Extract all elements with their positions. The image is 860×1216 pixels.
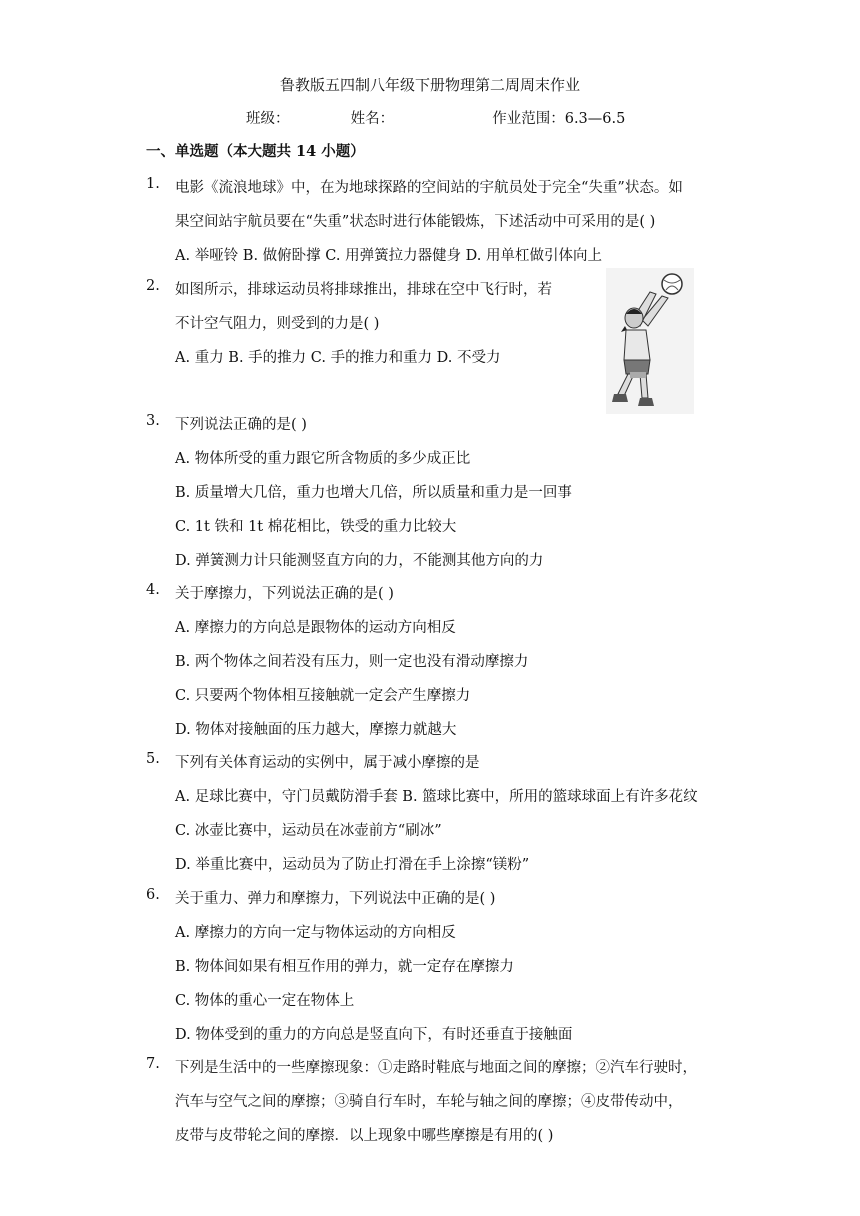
option-line: B. 两个物体之间若没有压力，则一定也没有滑动摩擦力 xyxy=(175,654,529,670)
question-text: 下列是生活中的一些摩擦现象：①走路时鞋底与地面之间的摩擦；②汽车行驶时， xyxy=(175,1060,697,1076)
class-label: 班级： xyxy=(246,111,290,127)
student-info-row xyxy=(246,107,625,128)
option-line: D. 举重比赛中，运动员为了防止打滑在手上涂擦“镁粉” xyxy=(175,857,530,873)
option-line: D. 物体对接触面的压力越大，摩擦力就越大 xyxy=(175,722,457,738)
option-line: C. 只要两个物体相互接触就一定会产生摩擦力 xyxy=(175,688,471,704)
option-line: A. 举哑铃 B. 做俯卧撑 C. 用弹簧拉力器健身 D. 用单杠做引体向上 xyxy=(175,248,603,264)
option-line: D. 弹簧测力计只能测竖直方向的力，不能测其他方向的力 xyxy=(175,553,544,569)
range-label: 作业范围：6.3—6.5 xyxy=(492,111,626,127)
page-title: 鲁教版五四制八年级下册物理第二周周末作业 xyxy=(279,76,580,94)
option-line: A. 物体所受的重力跟它所含物质的多少成正比 xyxy=(175,451,471,467)
option-line: D. 物体受到的重力的方向总是竖直向下，有时还垂直于接触面 xyxy=(175,1027,573,1043)
question-number: 2. xyxy=(146,278,160,294)
question-number: 3. xyxy=(146,413,160,429)
volleyball-player-figure xyxy=(606,268,694,414)
question-number: 6. xyxy=(146,887,160,903)
question-text: 下列说法正确的是( ) xyxy=(175,417,307,433)
option-line: C. 冰壶比赛中，运动员在冰壶前方“刷冰” xyxy=(175,823,442,839)
question-number: 4. xyxy=(146,582,160,598)
option-line: B. 质量增大几倍，重力也增大几倍，所以质量和重力是一回事 xyxy=(175,485,572,501)
section-title: 一、单选题（本大题共 14 小题） xyxy=(146,143,365,160)
option-line: C. 物体的重心一定在物体上 xyxy=(175,993,355,1009)
option-line: A. 摩擦力的方向一定与物体运动的方向相反 xyxy=(175,925,456,941)
question-text: 关于重力、弹力和摩擦力，下列说法中正确的是( ) xyxy=(175,891,496,907)
question-text: 电影《流浪地球》中，在为地球探路的空间站的宇航员处于完全“失重”状态。如 xyxy=(175,180,683,196)
name-label: 姓名： xyxy=(350,111,395,127)
option-line: A. 重力 B. 手的推力 C. 手的推力和重力 D. 不受力 xyxy=(175,350,501,366)
option-line: B. 物体间如果有相互作用的弹力，就一定存在摩擦力 xyxy=(175,959,514,975)
question-text: 下列有关体育运动的实例中，属于减小摩擦的是 xyxy=(175,755,480,771)
option-line: A. 足球比赛中，守门员戴防滑手套 B. 篮球比赛中，所用的篮球球面上有许多花纹 xyxy=(175,789,698,805)
question-text: 果空间站宇航员要在“失重”状态时进行体能锻炼，下述活动中可采用的是( ) xyxy=(175,214,656,230)
question-text: 如图所示，排球运动员将排球推出，排球在空中飞行时，若 xyxy=(175,282,552,298)
question-text: 汽车与空气之间的摩擦；③骑自行车时，车轮与轴之间的摩擦；④皮带传动中， xyxy=(175,1094,683,1110)
question-text: 皮带与皮带轮之间的摩擦．以上现象中哪些摩擦是有用的( ) xyxy=(175,1128,554,1144)
question-number: 5. xyxy=(146,751,160,767)
question-text: 不计空气阻力，则受到的力是( ) xyxy=(175,316,380,332)
question-text: 关于摩擦力，下列说法正确的是( ) xyxy=(175,586,394,602)
question-number: 1. xyxy=(146,176,160,192)
option-line: C. 1t 铁和 1t 棉花相比，铁受的重力比较大 xyxy=(175,519,457,535)
question-number: 7. xyxy=(146,1056,160,1072)
option-line: A. 摩擦力的方向总是跟物体的运动方向相反 xyxy=(175,620,456,636)
